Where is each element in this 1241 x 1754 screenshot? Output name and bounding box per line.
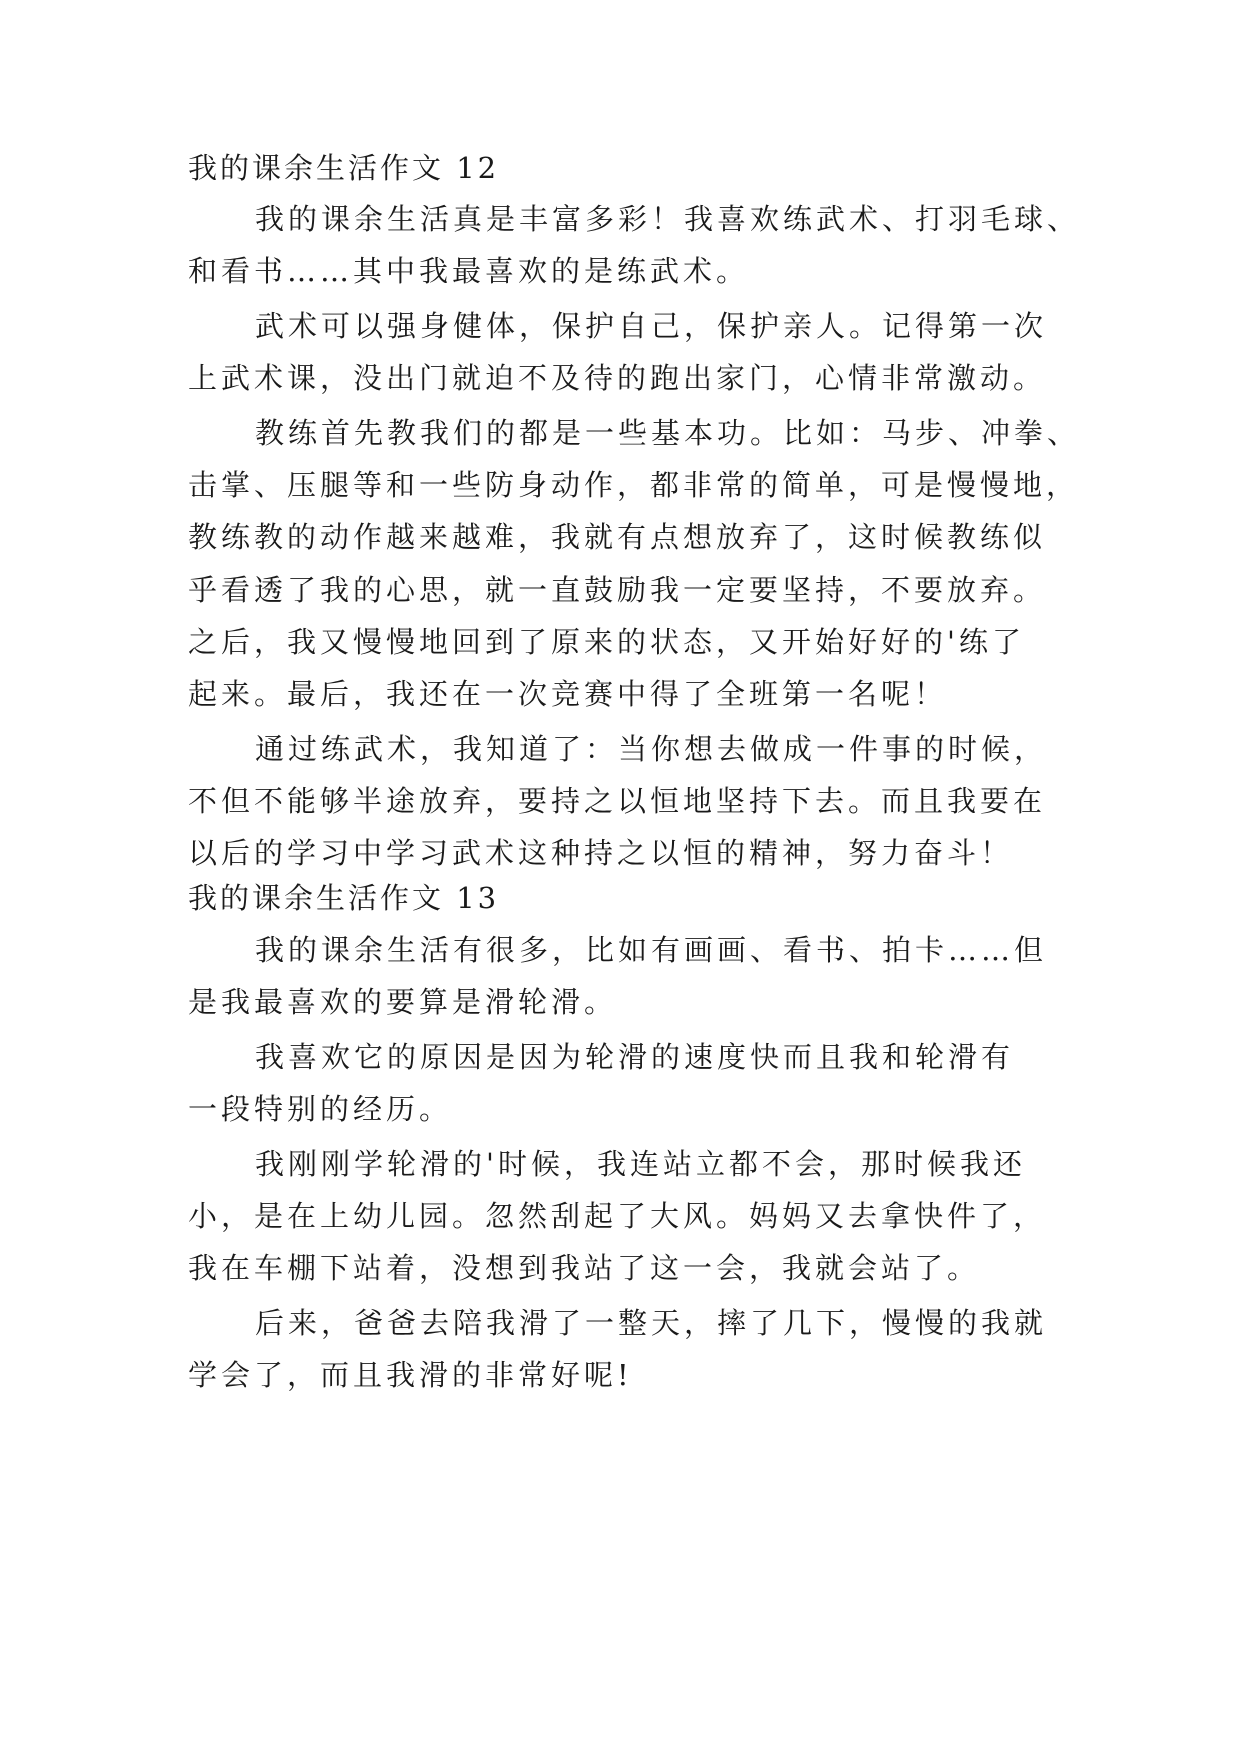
- essay-13-line-8: 后来，爸爸去陪我滑了一整天，摔了几下，慢慢的我就: [255, 1306, 1048, 1340]
- essay-12-line-10: 起来。最后，我还在一次竞赛中得了全班第一名呢！: [188, 677, 948, 711]
- essay-12-line-3: 武术可以强身健体，保护自己，保护亲人。记得第一次: [255, 309, 1048, 343]
- essay-13-line-9: 学会了，而且我滑的非常好呢!: [188, 1358, 633, 1392]
- essay-13-line-7: 我在车棚下站着，没想到我站了这一会，我就会站了。: [188, 1251, 981, 1285]
- essay-13-line-4: 一段特别的经历。: [188, 1092, 453, 1126]
- essay-12-line-8: 乎看透了我的心思，就一直鼓励我一定要坚持，不要放弃。: [188, 573, 1047, 607]
- essay-12-line-6: 击掌、压腿等和一些防身动作，都非常的简单，可是慢慢地，: [188, 468, 1080, 502]
- essay-12-line-7: 教练教的动作越来越难，我就有点想放弃了，这时候教练似: [188, 520, 1047, 554]
- essay-13-line-6: 小，是在上幼儿园。忽然刮起了大风。妈妈又去拿快件了，: [188, 1199, 1047, 1233]
- essay-12-line-12: 不但不能够半途放弃，要持之以恒地坚持下去。而且我要在: [188, 784, 1047, 818]
- essay-13-line-3: 我喜欢它的原因是因为轮滑的速度快而且我和轮滑有: [255, 1040, 1015, 1074]
- essay-13-title: 我的课余生活作文 13: [188, 881, 500, 915]
- essay-12-line-11: 通过练武术，我知道了：当你想去做成一件事的时候，: [255, 732, 1048, 766]
- essay-12-line-9: 之后，我又慢慢地回到了原来的状态，又开始好好的'练了: [188, 625, 1025, 659]
- essay-13-line-2: 是我最喜欢的要算是滑轮滑。: [188, 985, 618, 1019]
- essay-12-line-13: 以后的学习中学习武术这种持之以恒的精神，努力奋斗！: [188, 836, 1014, 870]
- essay-12-line-2: 和看书……其中我最喜欢的是练武术。: [188, 254, 750, 288]
- essay-12-title: 我的课余生活作文 12: [188, 151, 500, 185]
- essay-13-line-1: 我的课余生活有很多，比如有画画、看书、拍卡……但: [255, 933, 1048, 967]
- essay-12-line-4: 上武术课，没出门就迫不及待的跑出家门，心情非常激动。: [188, 361, 1047, 395]
- essay-12-line-5: 教练首先教我们的都是一些基本功。比如：马步、冲拳、: [255, 416, 1081, 450]
- essay-13-line-5: 我刚刚学轮滑的'时候，我连站立都不会，那时候我还: [255, 1147, 1026, 1181]
- essay-12-line-1: 我的课余生活真是丰富多彩！我喜欢练武术、打羽毛球、: [255, 202, 1081, 236]
